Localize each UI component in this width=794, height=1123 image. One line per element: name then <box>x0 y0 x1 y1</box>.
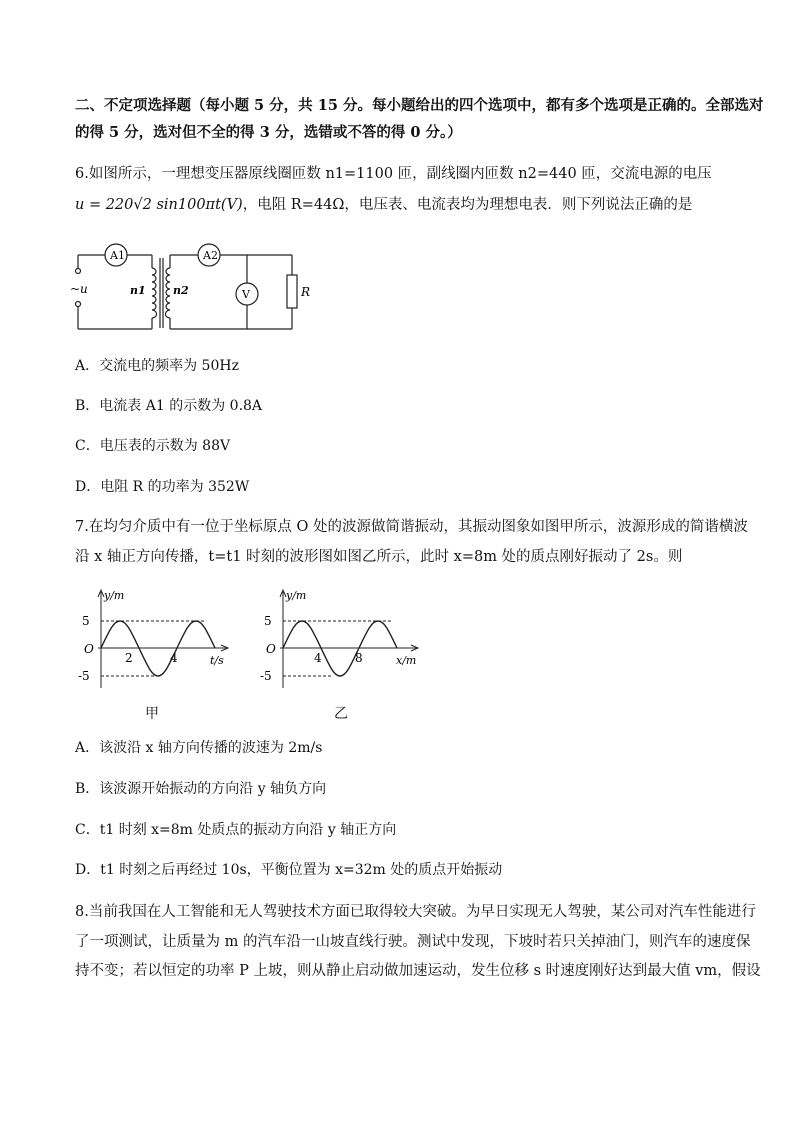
q8-stem-line2: 了一项测试，让质量为 m 的汽车沿一山坡直线行驶。测试中发现，下坡时若只关掉油门，则汽车的速度保 <box>75 934 751 950</box>
jia-origin: O <box>84 642 94 656</box>
section-heading-line1: 二、不定项选择题（每小题 5 分，共 15 分。每小题给出的四个选项中，都有多个选项是正确的。全部选对 <box>75 97 764 114</box>
jia-tick-2: 2 <box>125 651 133 665</box>
q6-option-c: C．电压表的示数为 88V <box>75 438 231 454</box>
ammeter-a2-label: A2 <box>203 249 218 262</box>
voltmeter-label: V <box>242 288 250 301</box>
ammeter-a1-label: A1 <box>110 249 125 262</box>
yi-y-positive: 5 <box>264 614 272 628</box>
q6-option-b: B．电流表 A1 的示数为 0.8A <box>75 398 263 414</box>
source-label: ~u <box>70 282 88 296</box>
q7-stem-line1: 7.在均匀介质中有一位于坐标原点 O 处的波源做简谐振动，其振动图象如图甲所示，波源形成的简谐横波 <box>75 519 748 535</box>
vibration-graph-jia <box>70 584 240 694</box>
q6-stem-rest: ，电阻 R=44Ω，电压表、电流表均为理想电表．则下列说法正确的是 <box>242 197 693 213</box>
q7-option-b: B．该波源开始振动的方向沿 y 轴负方向 <box>75 781 327 797</box>
jia-xlabel: t/s <box>210 654 224 667</box>
n2-label: n2 <box>173 284 189 297</box>
q6-option-a: A．交流电的频率为 50Hz <box>75 358 239 374</box>
waveform-graph-yi <box>252 584 432 694</box>
caption-yi: 乙 <box>334 706 348 722</box>
yi-ylabel: y/m <box>286 589 307 602</box>
q8-stem-line1: 8.当前我国在人工智能和无人驾驶技术方面已取得较大突破。为早日实现无人驾驶，某公司对汽车性能进行 <box>75 904 756 920</box>
yi-origin: O <box>266 642 276 656</box>
yi-tick-4: 4 <box>314 651 322 665</box>
q8-stem-line3: 持不变；若以恒定的功率 P 上坡，则从静止启动做加速运动，发生位移 s 时速度刚好达到最大值 vm，假设 <box>75 963 761 979</box>
q6-formula: u = 220√2 sin100πt(V) <box>75 197 243 213</box>
q6-stem-line1: 6.如图所示，一理想变压器原线圈匝数 n1=1100 匝，副线圈内匝数 n2=440 匝，交流电源的电压 <box>75 166 712 182</box>
yi-tick-8: 8 <box>355 651 363 665</box>
q7-option-d: D．t1 时刻之后再经过 10s，平衡位置为 x=32m 处的质点开始振动 <box>75 862 503 878</box>
q6-option-d: D．电阻 R 的功率为 352W <box>75 479 250 495</box>
jia-y-negative: -5 <box>78 669 90 683</box>
yi-xlabel: x/m <box>396 654 417 667</box>
resistor-label: R <box>301 285 311 299</box>
transformer-circuit-diagram <box>66 238 316 338</box>
q6-stem-line2 <box>75 195 692 215</box>
n1-label: n1 <box>130 284 146 297</box>
caption-jia: 甲 <box>145 706 159 722</box>
q7-option-c: C．t1 时刻 x=8m 处质点的振动方向沿 y 轴正方向 <box>75 822 397 838</box>
jia-y-positive: 5 <box>82 614 90 628</box>
yi-y-negative: -5 <box>260 669 272 683</box>
jia-tick-4: 4 <box>170 651 178 665</box>
q7-option-a: A．该波沿 x 轴方向传播的波速为 2m/s <box>75 740 323 756</box>
jia-ylabel: y/m <box>104 589 125 602</box>
q7-stem-line2: 沿 x 轴正方向传播，t=t1 时刻的波形图如图乙所示，此时 x=8m 处的质点刚好振动了 2s。则 <box>75 549 683 565</box>
section-heading-line2: 的得 5 分，选对但不全的得 3 分，选错或不答的得 0 分。） <box>75 124 462 141</box>
